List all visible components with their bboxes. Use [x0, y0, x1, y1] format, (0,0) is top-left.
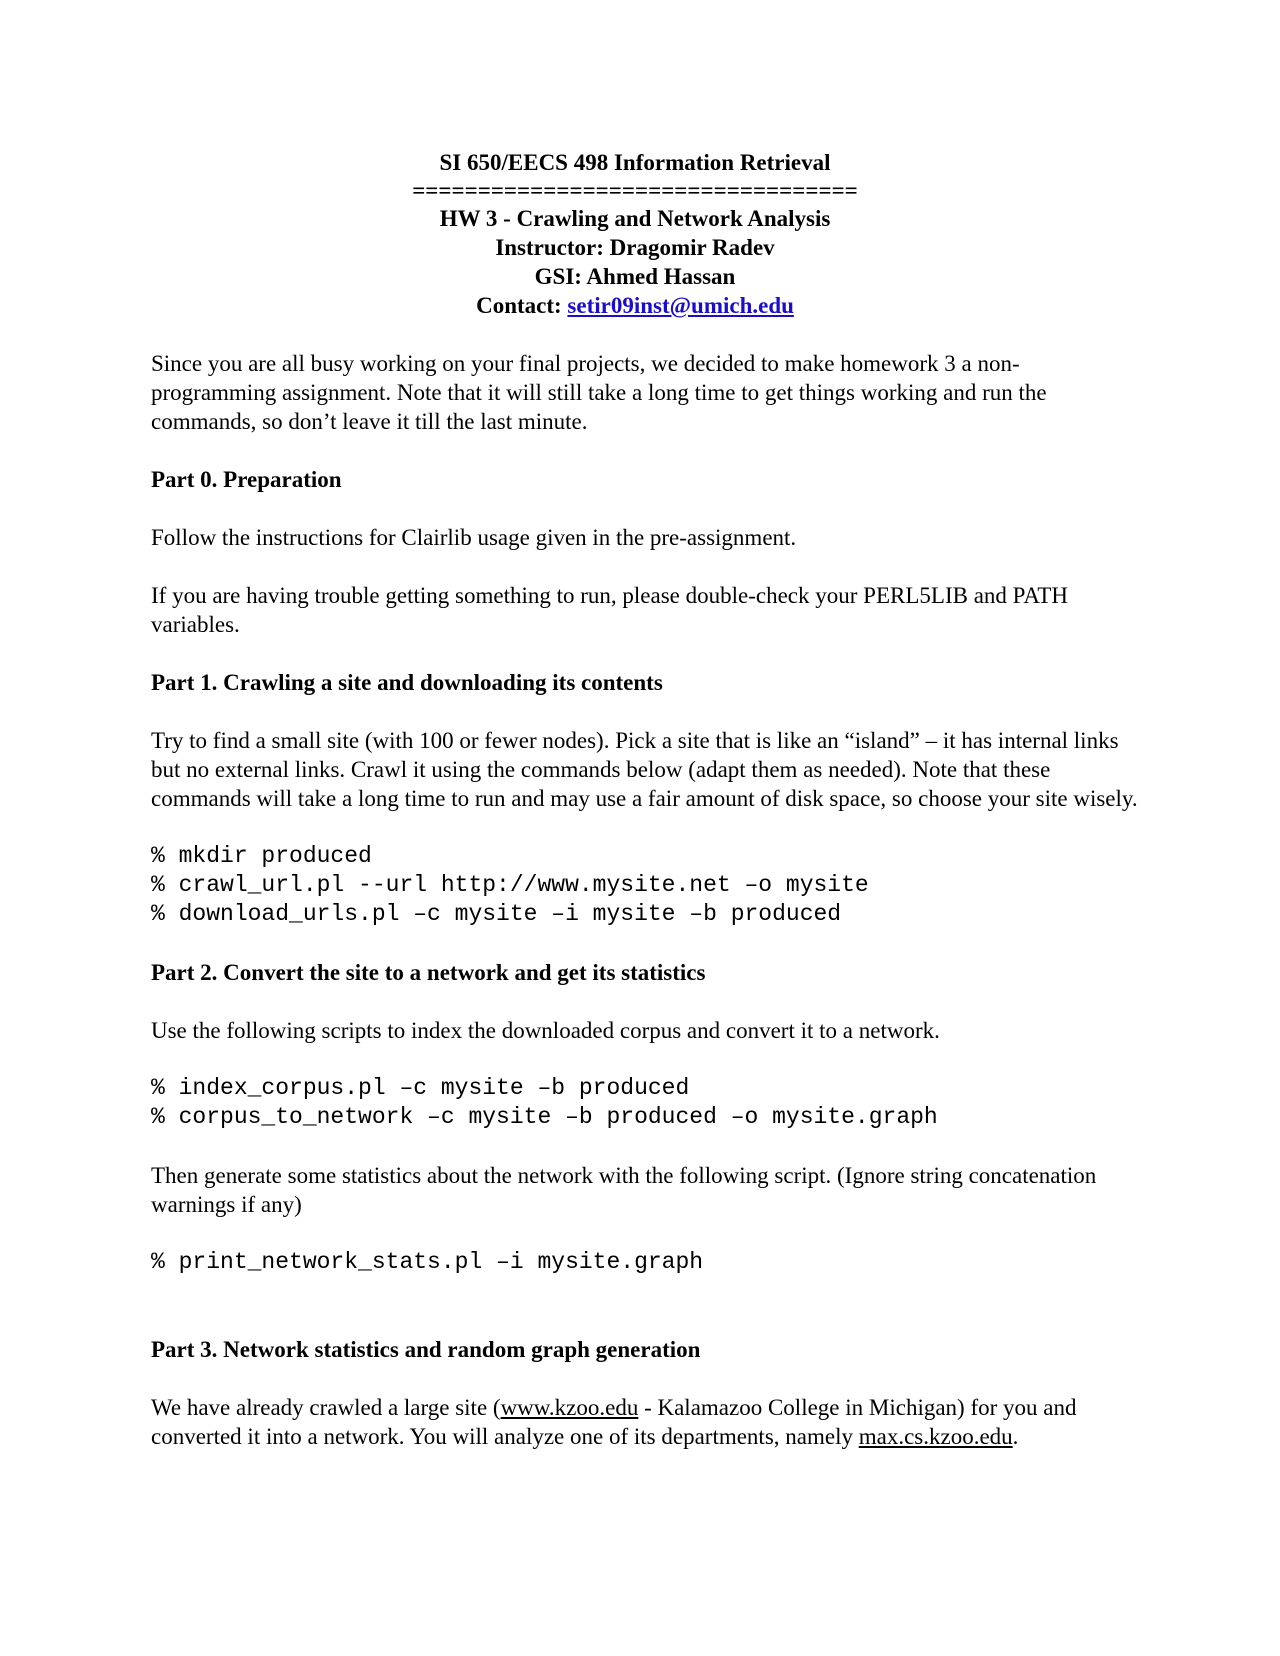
part0-paragraph-1: Follow the instructions for Clairlib usage given in the pre-assignment. — [151, 525, 797, 550]
command-line: % print_network_stats.pl –i mysite.graph — [151, 1249, 704, 1275]
part3-text-start: We have already crawled a large site ( — [151, 1395, 501, 1420]
homework-title: HW 3 - Crawling and Network Analysis — [439, 206, 831, 231]
part2-paragraph-2: Then generate some statistics about the network with the following script. (Ignore string concatenation warnings if any) — [151, 1163, 1097, 1217]
contact-line — [129, 291, 1141, 320]
command-line: % mkdir produced — [151, 843, 372, 869]
document-page — [151, 148, 1141, 1480]
part3-heading: Part 3. Network statistics and random graph generation — [151, 1337, 701, 1362]
command-line: % index_corpus.pl –c mysite –b produced — [151, 1075, 690, 1101]
part1-paragraph: Try to find a small site (with 100 or fewer nodes). Pick a site that is like an “island” – it has internal links but no external links. Crawl it using the commands below (adapt them as needed). Note that these commands will take a long time to run and may use a fair amount of disk space, so choose your site wisely. — [151, 728, 1138, 811]
intro-paragraph: Since you are all busy working on your final projects, we decided to make homework 3 a non-programming assignment. Note that it will still take a long time to get things working and run the commands, so don’t leave it till the last minute. — [151, 351, 1047, 434]
kzoo-link[interactable]: www.kzoo.edu — [500, 1395, 639, 1420]
part2-command-block-1 — [151, 1074, 1141, 1132]
part3-text-end: . — [1012, 1424, 1019, 1449]
command-line: % crawl_url.pl --url http://www.mysite.net –o mysite — [151, 872, 869, 898]
part0-heading: Part 0. Preparation — [151, 467, 342, 492]
part2-heading: Part 2. Convert the site to a network and get its statistics — [151, 960, 706, 985]
part2-paragraph-1: Use the following scripts to index the downloaded corpus and convert it to a network. — [151, 1018, 940, 1043]
part3-paragraph — [151, 1393, 1141, 1451]
max-cs-kzoo-link[interactable]: max.cs.kzoo.edu — [858, 1424, 1013, 1449]
document-header — [129, 148, 1141, 320]
contact-email-link[interactable]: setir09inst@umich.edu — [567, 293, 794, 318]
course-title: SI 650/EECS 498 Information Retrieval — [439, 150, 831, 175]
command-line: % corpus_to_network –c mysite –b produced –o mysite.graph — [151, 1104, 938, 1130]
part0-paragraph-2: If you are having trouble getting something to run, please double-check your PERL5LIB and PATH variables. — [151, 583, 1069, 637]
command-line: % download_urls.pl –c mysite –i mysite –b produced — [151, 901, 842, 927]
gsi-line: GSI: Ahmed Hassan — [534, 264, 736, 289]
part2-command-block-2 — [151, 1248, 1141, 1277]
part1-heading: Part 1. Crawling a site and downloading its contents — [151, 670, 663, 695]
contact-label: Contact: — [476, 293, 562, 318]
part1-command-block — [151, 842, 1141, 929]
header-rule: ================================== — [412, 178, 858, 203]
part3-text-middle: - Kalamazoo College in Michigan) for you and converted it into a network. You will analyze one of its departments, namely — [151, 1395, 1077, 1449]
instructor-line: Instructor: Dragomir Radev — [495, 235, 775, 260]
